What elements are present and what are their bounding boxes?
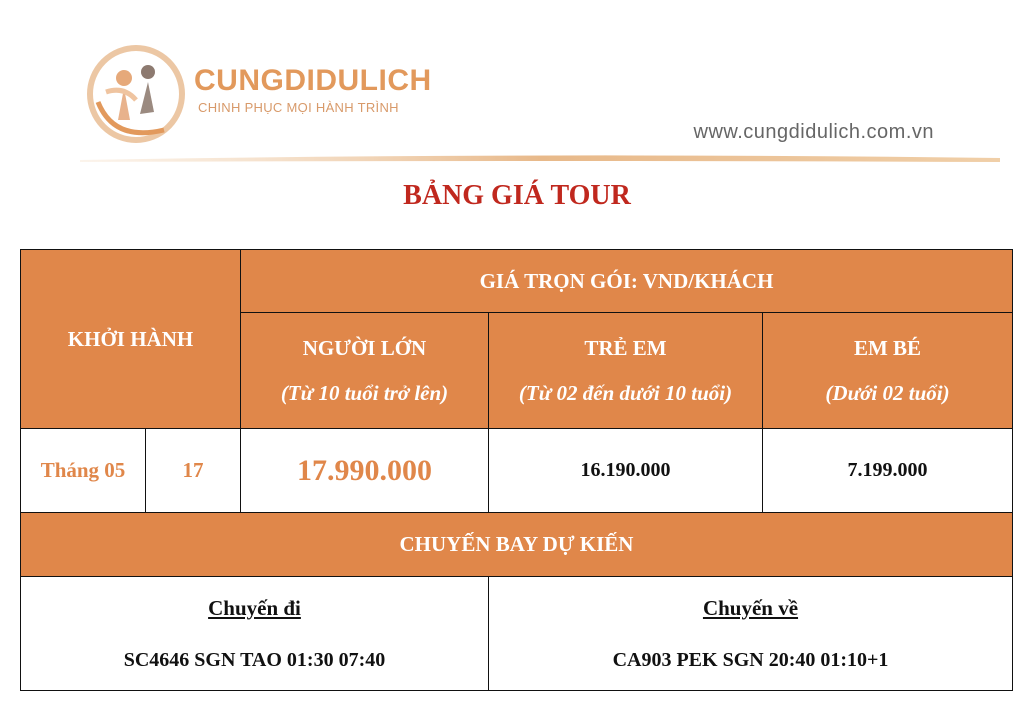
departure-day: 17: [146, 429, 241, 513]
adult-label: NGƯỜI LỚN: [302, 335, 427, 360]
return-flight-code: CA903 PEK SGN 20:40 01:10+1: [612, 648, 889, 671]
adult-age-note: (Từ 10 tuổi trở lên): [280, 380, 449, 405]
outbound-flight-cell: [21, 577, 489, 691]
adult-column-header: [241, 313, 489, 429]
return-flight-cell: [489, 577, 1013, 691]
infant-column-header: [763, 313, 1013, 429]
child-price: 16.190.000: [489, 429, 763, 513]
tour-price-table: [20, 249, 1013, 691]
site-header: [80, 38, 1000, 168]
website-url[interactable]: www.cungdidulich.com.vn: [693, 121, 934, 143]
brand-tagline: CHINH PHỤC MỌI HÀNH TRÌNH: [198, 100, 399, 115]
child-column-header: [489, 313, 763, 429]
departure-header: KHỞI HÀNH: [21, 250, 241, 429]
table-row: [21, 429, 1013, 513]
outbound-flight-label: Chuyến đi: [208, 595, 301, 620]
child-age-note: (Từ 02 đến dưới 10 tuổi): [518, 380, 733, 405]
people-circle-logo-icon: [84, 42, 188, 146]
child-label: TRẺ EM: [584, 335, 667, 360]
outbound-flight-code: SC4646 SGN TAO 01:30 07:40: [123, 648, 386, 671]
infant-label: EM BÉ: [853, 335, 922, 360]
adult-price: 17.990.000: [241, 429, 489, 513]
infant-age-note: (Dưới 02 tuổi): [825, 380, 950, 405]
flight-section-header: CHUYẾN BAY DỰ KIẾN: [21, 513, 1013, 577]
page-title: BẢNG GIÁ TOUR: [403, 180, 631, 211]
infant-price: 7.199.000: [763, 429, 1013, 513]
price-group-header: GIÁ TRỌN GÓI: VND/KHÁCH: [241, 250, 1013, 313]
brand-name: CUNGDIDULICH: [194, 64, 432, 97]
departure-month: Tháng 05: [21, 429, 146, 513]
return-flight-label: Chuyến về: [702, 595, 799, 620]
header-swoosh-divider: [80, 150, 1000, 166]
